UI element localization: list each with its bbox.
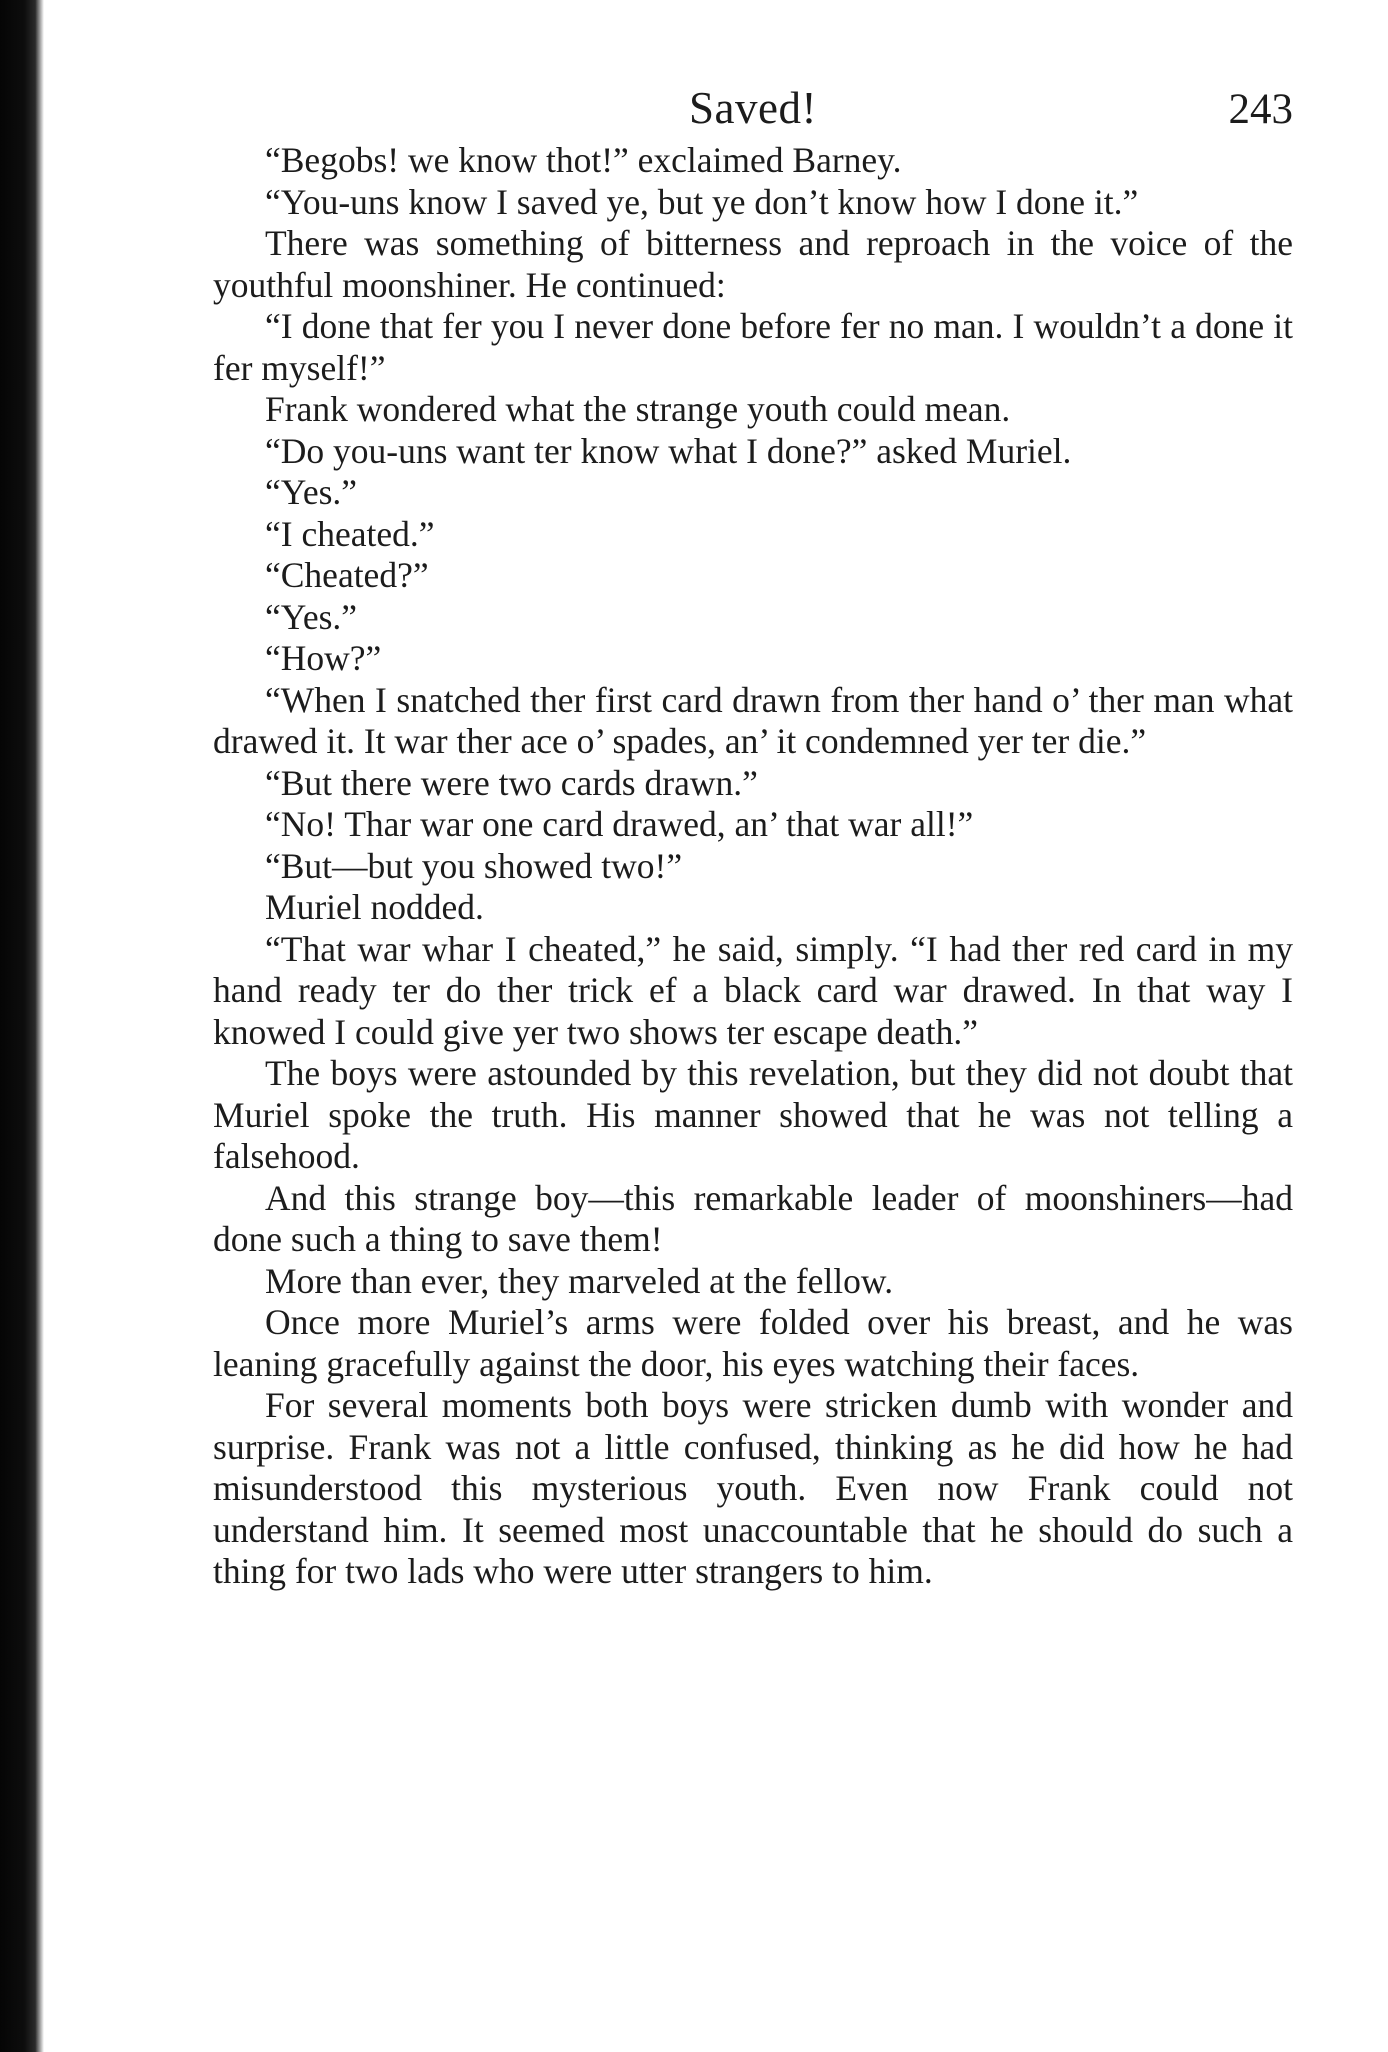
paragraph: “When I snatched ther first card drawn from ther hand o’ ther man what drawed it. It war ther ace o’ spades, an’ it condemned yer ter die.” xyxy=(213,679,1293,761)
paragraph: “Begobs! we know thot!” exclaimed Barney. xyxy=(265,140,902,180)
paragraph: There was something of bitterness and reproach in the voice of the youthful moonshiner. He continued: xyxy=(213,223,1293,305)
paragraph: And this strange boy—this remarkable leader of moonshiners—had done such a thing to save them! xyxy=(213,1177,1293,1259)
book-page xyxy=(213,78,1293,1593)
paragraph: “Yes.” xyxy=(265,596,358,637)
page-number: 243 xyxy=(1228,86,1293,133)
paragraph: “I done that fer you I never done before fer no man. I wouldn’t a done it fer myself!” xyxy=(213,306,1293,388)
paragraph: “No! Thar war one card drawed, an’ that war all!” xyxy=(265,804,974,844)
paragraph: “But—but you showed two!” xyxy=(265,845,683,886)
paragraph: For several moments both boys were stricken dumb with wonder and surprise. Frank was not a little confused, thinking as he did how he had misunderstood this mysterious youth. Even now Frank could not understand him. It seemed most unaccountable that he should do such a thing for two lads who were utter strangers to him. xyxy=(213,1385,1293,1591)
paragraph: “You-uns know I saved ye, but ye don’t know how I done it.” xyxy=(265,181,1139,222)
paragraph: “Do you-uns want ter know what I done?” asked Muriel. xyxy=(265,430,1072,471)
paragraph: More than ever, they marveled at the fellow. xyxy=(265,1260,894,1301)
paragraph: “Cheated?” xyxy=(265,555,429,595)
paragraph: Frank wondered what the strange youth could mean. xyxy=(265,389,1011,429)
body-text xyxy=(213,140,1293,1593)
paragraph: Once more Muriel’s arms were folded over his breast, and he was leaning gracefully against the door, his eyes watching their faces. xyxy=(213,1302,1293,1384)
running-title: Saved! xyxy=(689,83,817,133)
paragraph: “Yes.” xyxy=(265,472,358,512)
paragraph: “That war whar I cheated,” he said, simply. “I had ther red card in my hand ready ter do ther trick ef a black card war drawed. In that way I knowed I could give yer two shows ter escape death.” xyxy=(213,928,1293,1052)
paragraph: “How?” xyxy=(265,638,382,678)
book-binding-shadow xyxy=(0,0,44,2052)
paragraph: “I cheated.” xyxy=(265,513,435,554)
paragraph: The boys were astounded by this revelation, but they did not doubt that Muriel spoke the truth. His manner showed that he was not telling a falsehood. xyxy=(213,1053,1293,1176)
page-header xyxy=(213,78,1293,138)
paragraph: Muriel nodded. xyxy=(265,887,484,927)
paragraph: “But there were two cards drawn.” xyxy=(265,762,758,803)
